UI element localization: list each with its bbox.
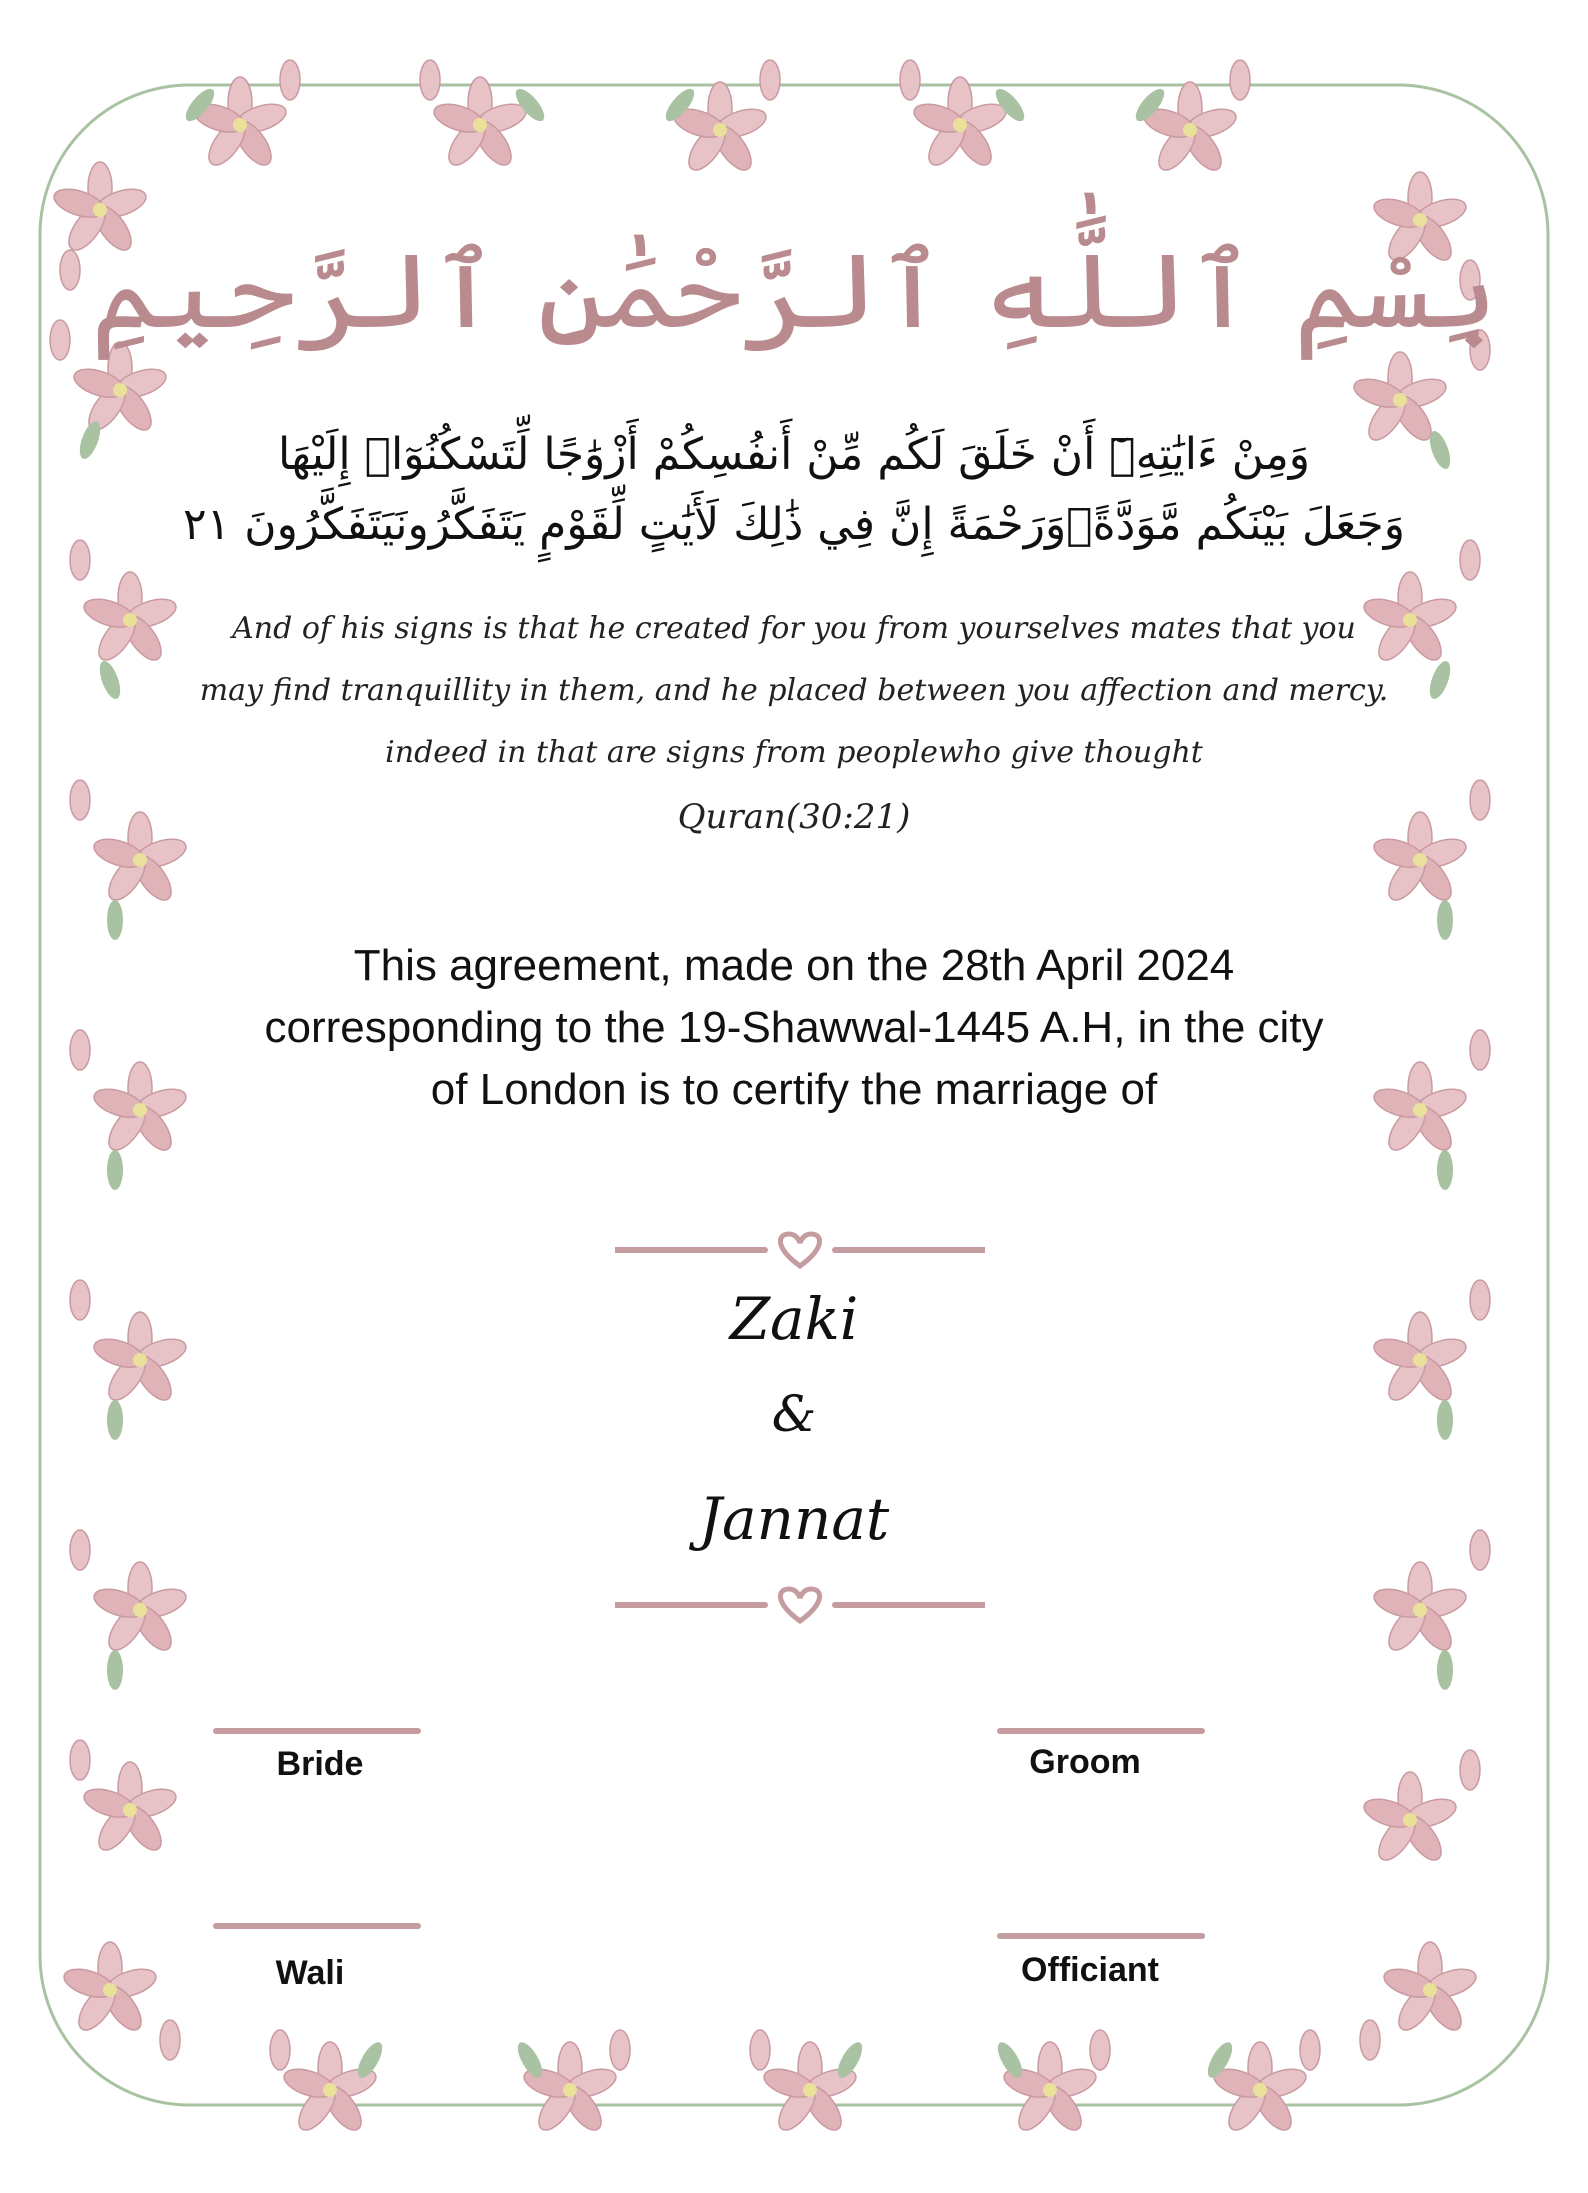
agreement-text: [0, 935, 1588, 1121]
heart-divider-icon: [615, 1230, 985, 1270]
groom-name: Zaki: [729, 1285, 859, 1353]
ampersand: &: [771, 1385, 817, 1443]
agreement-line-1: This agreement, made on the 28th April 2024: [353, 941, 1235, 990]
ayah-line-1: وَمِنْ ءَايَٰتِهِۦٓ أَنْ خَلَقَ لَكُم مِّنْ أَنفُسِكُمْ أَزْوَٰجًا لِّتَسْكُنُوٓا۟ إِلَيْهَا: [277, 429, 1311, 480]
agreement-line-3: of London is to certify the marriage of: [430, 1065, 1158, 1114]
officiant-label: Officiant: [1021, 1951, 1159, 1989]
officiant-signature-line[interactable]: [997, 1933, 1205, 1939]
bride-signature-line[interactable]: [213, 1728, 421, 1734]
wali-signature-line[interactable]: [213, 1923, 421, 1929]
heart-divider-icon: [615, 1585, 985, 1625]
groom-label: Groom: [1029, 1743, 1141, 1781]
quran-ayah: [0, 420, 1588, 560]
translation-reference: Quran(30:21): [677, 797, 911, 837]
translation-line-3: indeed in that are signs from peoplewho give thought: [385, 735, 1203, 770]
translation-line-2: may find tranquillity in them, and he placed between you affection and mercy.: [199, 673, 1389, 708]
ayah-translation: [0, 598, 1588, 848]
wali-label: Wali: [275, 1954, 345, 1992]
translation-line-1: And of his signs is that he created for you from yourselves mates that you: [232, 611, 1356, 646]
ayah-line-2: وَجَعَلَ بَيْنَكُم مَّوَدَّةًۭوَرَحْمَةً إِنَّ فِي ذَٰلِكَ لَأَيَٰتٍ لِّقَوْمٍ يَتَفَكَّرُونَيَتَفَكَّرُونَ ٢١: [183, 499, 1405, 550]
agreement-line-2: corresponding to the 19-Shawwal-1445 A.H, in the city: [264, 1003, 1324, 1052]
bismillah-calligraphy: [0, 230, 1588, 400]
bride-name: Jannat: [698, 1485, 890, 1553]
groom-signature-line[interactable]: [997, 1728, 1205, 1734]
bride-label: Bride: [276, 1745, 364, 1783]
bismillah-text: بِسْمِ ٱللَّٰهِ ٱلرَّحْمَٰنِ ٱلرَّحِيمِ: [90, 230, 1498, 352]
